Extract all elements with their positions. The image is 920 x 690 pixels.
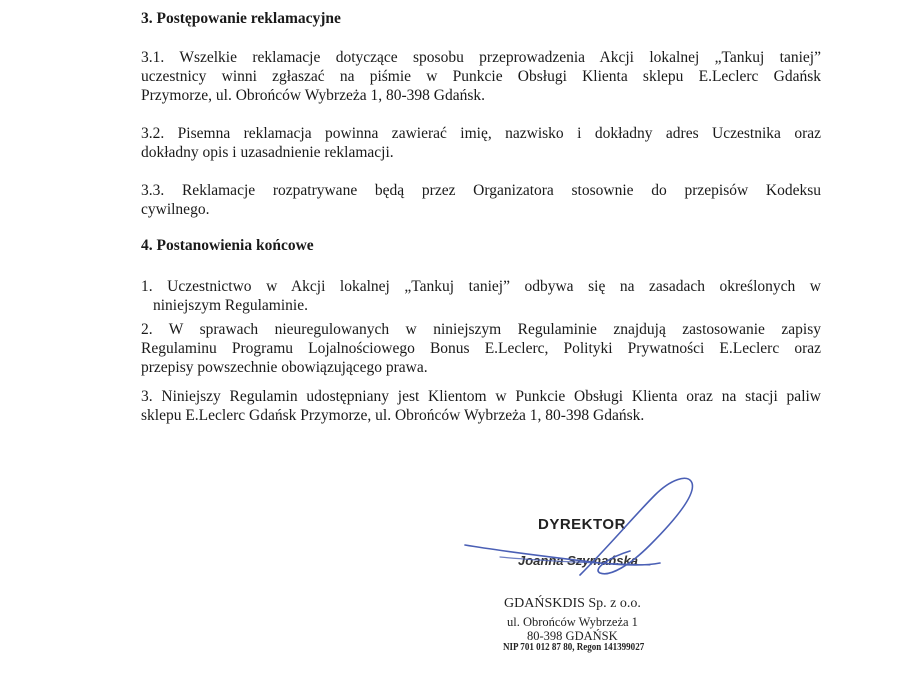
paragraph-4-1 <box>141 277 821 315</box>
paragraph-3-1 <box>141 48 821 105</box>
paragraph-line: Regulaminu Programu Lojalnościowego Bonus E.Leclerc, Polityki Prywatności E.Leclerc oraz <box>141 340 821 357</box>
paragraph-3-2 <box>141 124 821 162</box>
paragraph-line: przepisy powszechnie obowiązującego prawa. <box>141 359 428 376</box>
stamp-company: GDAŃSKDIS Sp. z o.o. <box>504 596 641 611</box>
stamp-city: 80-398 GDAŃSK <box>527 629 618 643</box>
stamp-name: Joanna Szymańska <box>518 553 638 568</box>
section-4-heading: 4. Postanowienia końcowe <box>141 237 314 254</box>
stamp-title: DYREKTOR <box>538 516 626 533</box>
stamp-nip: NIP 701 012 87 80, Regon 141399027 <box>503 642 645 653</box>
paragraph-line: 3.1. Wszelkie reklamacje dotyczące sposobu przeprowadzenia Akcji lokalnej „Tankuj taniej” <box>141 49 821 66</box>
paragraph-line: sklepu E.Leclerc Gdańsk Przymorze, ul. Obrońców Wybrzeża 1, 80-398 Gdańsk. <box>141 407 645 424</box>
paragraph-line: dokładny opis i uzasadnienie reklamacji. <box>141 144 394 161</box>
stamp-address: ul. Obrońców Wybrzeża 1 <box>507 615 638 629</box>
paragraph-line: 3.3. Reklamacje rozpatrywane będą przez Organizatora stosownie do przepisów Kodeksu <box>141 182 821 199</box>
paragraph-line: cywilnego. <box>141 201 210 218</box>
paragraph-line: 3. Niniejszy Regulamin udostępniany jest Klientom w Punkcie Obsługi Klienta oraz na stacji paliw <box>141 388 821 405</box>
paragraph-4-3 <box>141 387 821 425</box>
paragraph-line: 2. W sprawach nieuregulowanych w niniejszym Regulaminie znajdują zastosowanie zapisy <box>141 321 821 338</box>
paragraph-line: niniejszym Regulaminie. <box>153 297 308 314</box>
paragraph-line: uczestnicy winni zgłaszać na piśmie w Punkcie Obsługi Klienta sklepu E.Leclerc Gdańsk <box>141 68 821 85</box>
paragraph-line: 1. Uczestnictwo w Akcji lokalnej „Tankuj taniej” odbywa się na zasadach określonych w <box>141 278 821 295</box>
paragraph-4-2 <box>141 320 821 377</box>
paragraph-line: Przymorze, ul. Obrońców Wybrzeża 1, 80-398 Gdańsk. <box>141 87 485 104</box>
section-3-heading: 3. Postępowanie reklamacyjne <box>141 10 341 27</box>
paragraph-line: 3.2. Pisemna reklamacja powinna zawierać imię, nazwisko i dokładny adres Uczestnika oraz <box>141 125 821 142</box>
paragraph-3-3 <box>141 181 821 219</box>
